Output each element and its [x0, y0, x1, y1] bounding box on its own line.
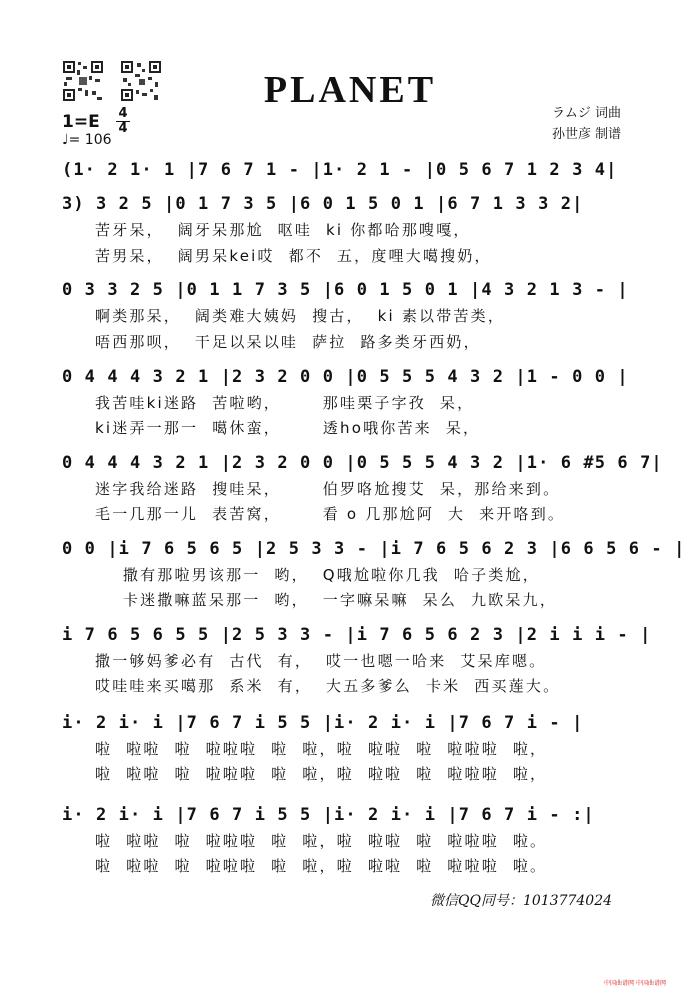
contact-info: 微信QQ同号：1013774024 — [430, 893, 613, 909]
tempo-marking: ♩= 106 — [62, 132, 112, 148]
notation-line-2: 3) 3 2 5 |0 1 7 3 5 |6 0 1 5 0 1 |6 7 1 3 3 2| — [62, 194, 584, 214]
notation-line-9: i· 2 i· i |7 6 7 i 5 5 |i· 2 i· i |7 6 7 i - :| — [62, 805, 595, 825]
lyric-line-4b: ki迷弄一那一 噶休蛮， 透ho哦你苦来 呆， — [95, 419, 481, 437]
song-title: PLANET — [263, 69, 437, 111]
lyric-line-2a: 苦牙呆， 阔牙呆那尬 呕哇 ki 你都哈那嗖嘎， — [95, 221, 471, 239]
notation-line-4: 0 4 4 4 3 2 1 |2 3 2 0 0 |0 5 5 5 4 3 2 |1 - 0 0 | — [62, 367, 629, 387]
lyric-line-9b: 啦 啦啦 啦 啦啦啦 啦 啦，啦 啦啦 啦 啦啦啦 啦。 — [95, 857, 548, 875]
lyric-line-5a: 迷字我给迷路 搜哇呆， 伯罗咯尬搜艾 呆，那给来到。 — [95, 480, 561, 498]
notation-line-8: i· 2 i· i |7 6 7 i 5 5 |i· 2 i· i |7 6 7 i - | — [62, 713, 584, 733]
site-watermark — [604, 978, 666, 987]
lyric-line-6b: 卡迷撒嘛蓝呆那一 哟， 一字嘛呆嘛 呆么 九欧呆九， — [95, 591, 558, 609]
time-signature-top: 4 — [118, 106, 128, 121]
notation-line-7: i 7 6 5 6 5 5 |2 5 3 3 - |i 7 6 5 6 2 3 |2 i i i - | — [62, 625, 652, 645]
lyric-line-4a: 我苦哇ki迷路 苦啦哟， 那哇栗子字孜 呆， — [95, 394, 475, 412]
lyric-line-8a: 啦 啦啦 啦 啦啦啦 啦 啦，啦 啦啦 啦 啦啦啦 啦， — [95, 740, 548, 758]
lyric-line-3a: 啊类那呆， 阔类难大姨妈 搜古， ki 素以带苦类， — [95, 307, 506, 325]
lyric-line-8b: 啦 啦啦 啦 啦啦啦 啦 啦，啦 啦啦 啦 啦啦啦 啦， — [95, 765, 548, 783]
site-watermark-suffix: 中国曲谱网 — [635, 980, 666, 987]
lyric-line-9a: 啦 啦啦 啦 啦啦啦 啦 啦，啦 啦啦 啦 啦啦啦 啦。 — [95, 832, 548, 850]
key-signature: 1=E — [62, 112, 100, 132]
lyric-line-5b: 毛一几那一儿 表苦窝， 看 o 几那尬阿 大 来开咯到。 — [95, 505, 566, 523]
composer-credit: ラムジ 词曲 — [552, 106, 622, 121]
lyric-line-3b: 唔西那呗， 干足以呆以哇 萨拉 路多类牙西奶， — [95, 333, 481, 351]
lyric-line-6a: 撒有那啦男该那一 哟， Q哦尬啦你几我 哈子类尬， — [95, 566, 540, 584]
lyric-line-2b: 苦男呆， 阔男呆kei哎 都不 五，度哩大噶搜奶， — [95, 247, 492, 265]
notation-line-1: (1· 2 1· 1 |7 6 7 1 - |1· 2 1 - |0 5 6 7 1 2 3 4| — [62, 160, 618, 180]
notation-line-3: 0 3 3 2 5 |0 1 1 7 3 5 |6 0 1 5 0 1 |4 3 2 1 3 - | — [62, 280, 629, 300]
lyric-line-7a: 撒一够妈爹必有 古代 有， 哎一也嗯一哈来 艾呆库嗯。 — [95, 652, 547, 670]
time-signature-bottom: 4 — [118, 121, 128, 136]
arranger-credit: 孙世彦 制谱 — [552, 127, 622, 142]
notation-line-6: 0 0 |i 7 6 5 6 5 |2 5 3 3 - |i 7 6 5 6 2 3 |6 6 5 6 - | — [62, 539, 686, 559]
site-watermark-prefix: 中国曲谱网 — [604, 980, 635, 987]
notation-line-5: 0 4 4 4 3 2 1 |2 3 2 0 0 |0 5 5 5 4 3 2 |1· 6 #5 6 7| — [62, 453, 663, 473]
lyric-line-7b: 哎哇哇来买噶那 系米 有， 大五多爹么 卡米 西买莲大。 — [95, 677, 561, 695]
time-signature — [116, 108, 130, 135]
